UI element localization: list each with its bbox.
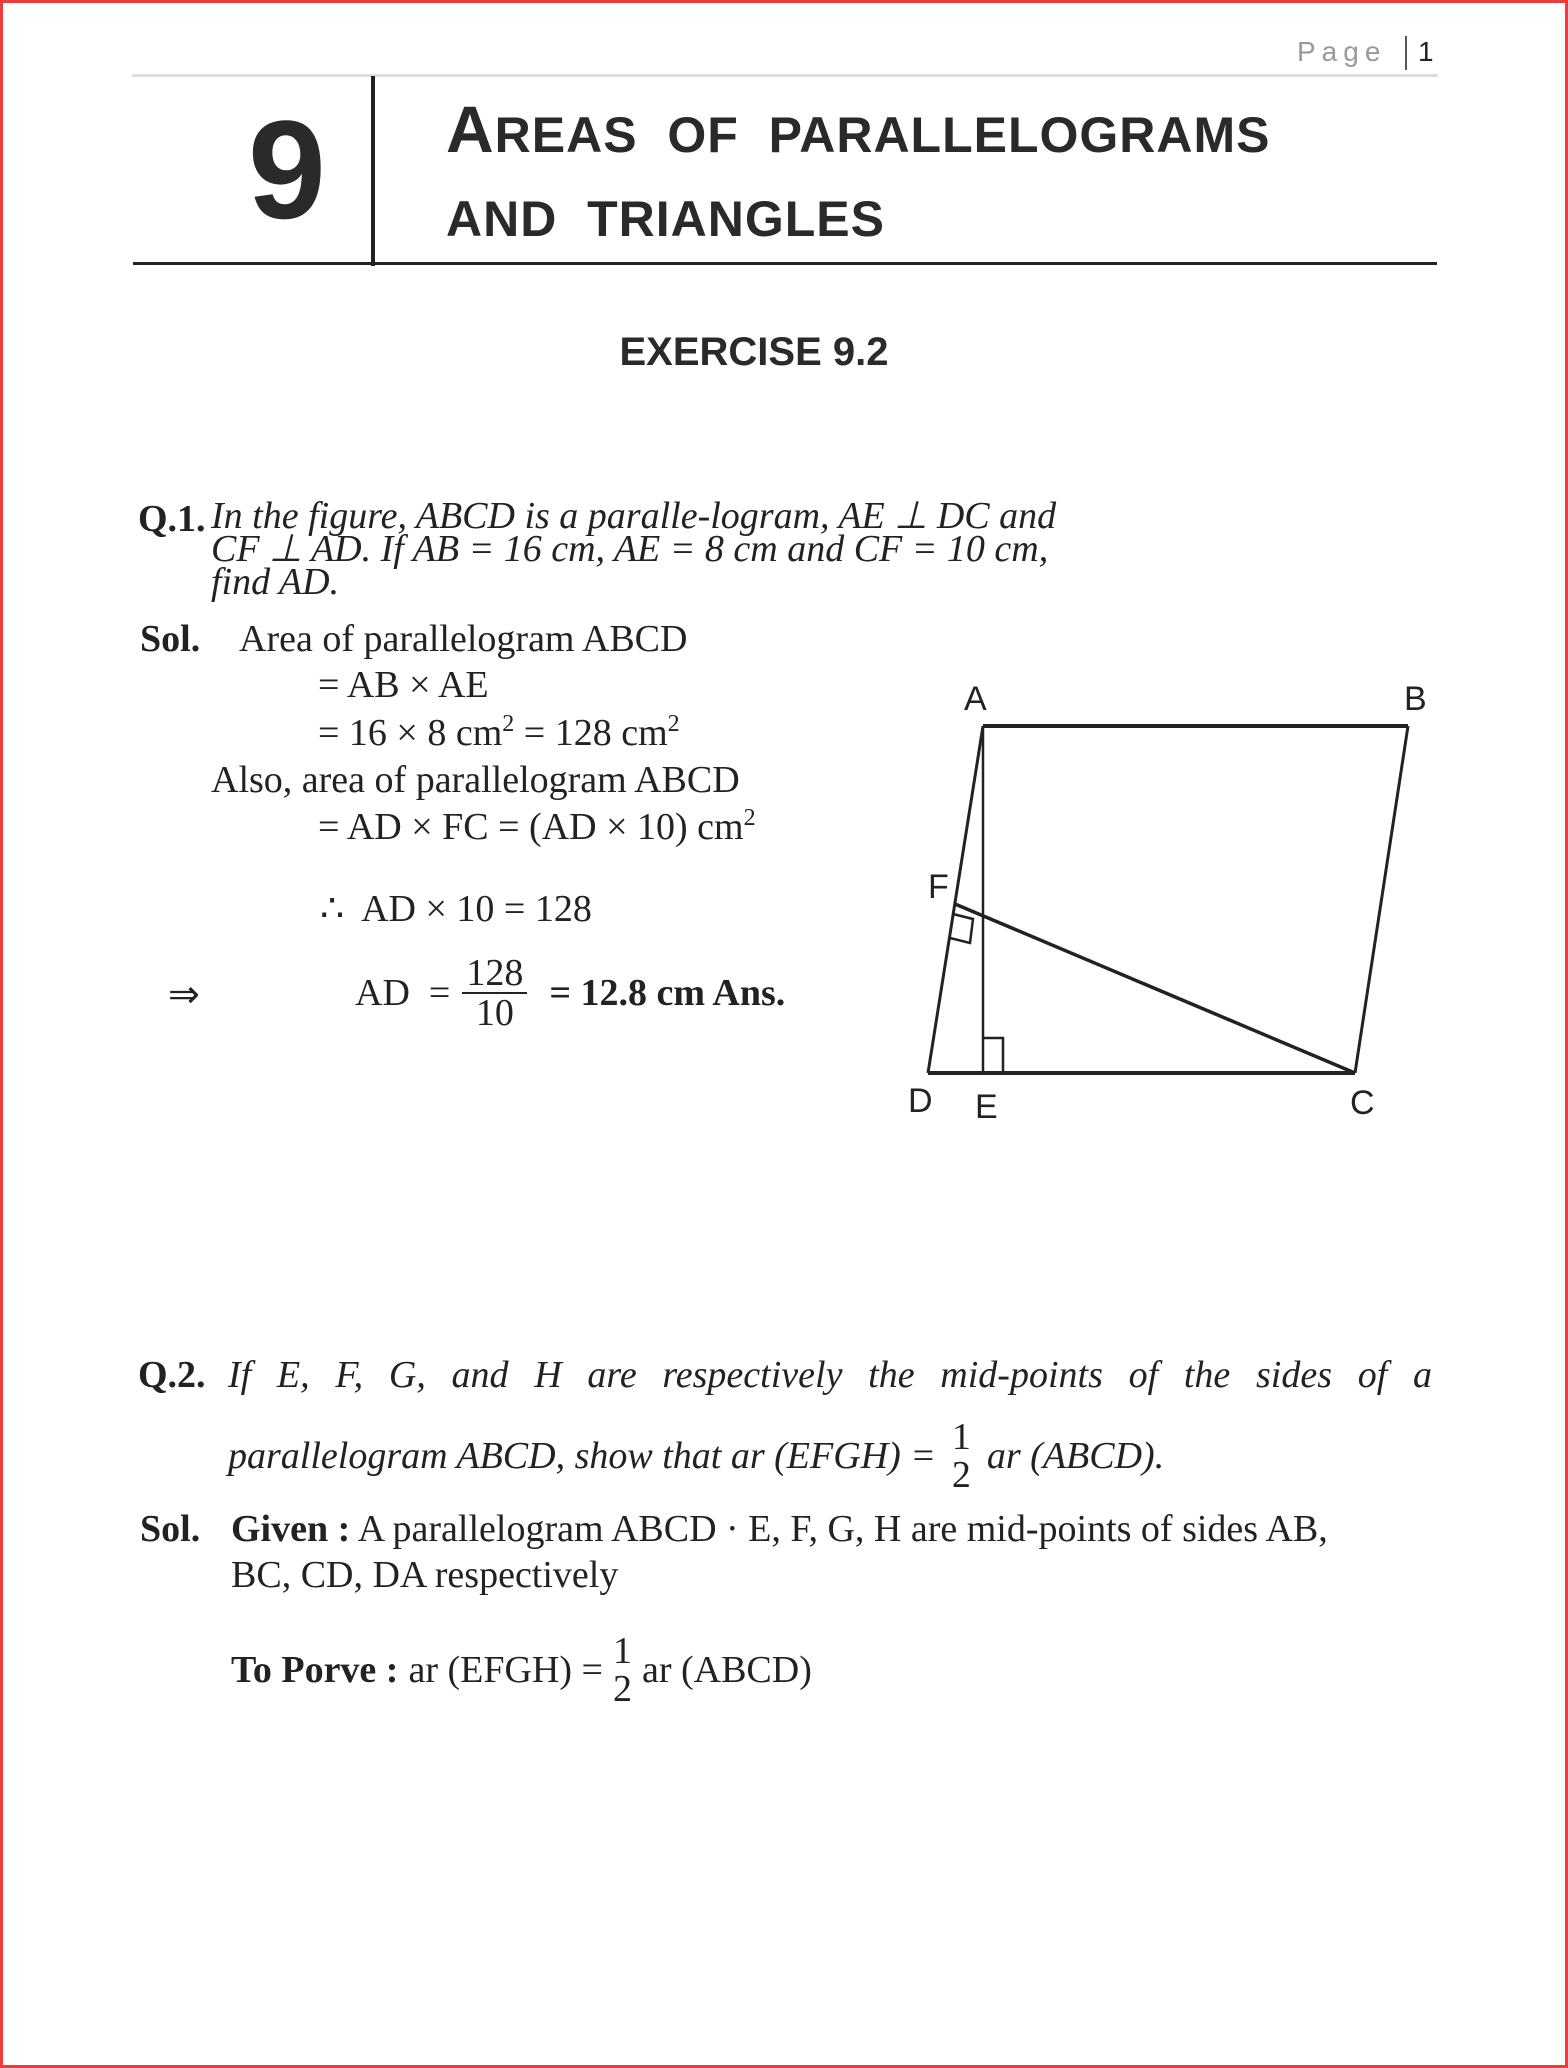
q1-line: CF ⊥ AD. If AB = 16 cm, AE = 8 cm and CF = 10 cm, <box>211 528 1049 570</box>
q2-text: parallelogram ABCD, show that ar (EFGH) = <box>228 1435 936 1477</box>
label-f: F <box>928 868 949 906</box>
q2-line2 <box>228 1418 1164 1494</box>
q1-label: Q.1. <box>138 498 206 540</box>
q1-line: find AD. <box>211 561 340 603</box>
label-a: A <box>964 680 987 718</box>
page-label: Page <box>1297 36 1387 67</box>
q2-line1: If E, F, G, and H are respectively the mid-points of the sides of a <box>228 1354 1432 1396</box>
side-bc <box>1355 726 1408 1073</box>
chapter-number: 9 <box>248 91 327 248</box>
superscript: 2 <box>743 805 756 831</box>
label-e: E <box>975 1088 998 1126</box>
to-prove-line <box>231 1632 812 1708</box>
sol-line: Area of parallelogram ABCD <box>239 618 688 660</box>
right-angle-e <box>984 1038 1003 1073</box>
q2-text: ar (ABCD). <box>986 1435 1165 1477</box>
page-number: 1 <box>1418 36 1434 67</box>
fraction-denominator: 2 <box>951 1454 971 1496</box>
title-initial: A <box>446 92 495 166</box>
sol-part: = AD × FC = (AD × 10) cm <box>318 806 744 848</box>
altitude-cf <box>955 904 1355 1073</box>
fraction-numerator: 128 <box>462 954 527 994</box>
q1-line: In the figure, ABCD is a paralle-logram, AE ⊥ DC and <box>211 495 1057 537</box>
q1-sol-label: Sol. <box>140 618 201 660</box>
q2-sol-label: Sol. <box>140 1508 201 1550</box>
label-d: D <box>908 1082 933 1120</box>
sol-line: = AB × AE <box>318 664 489 706</box>
q2-label: Q.2. <box>138 1354 206 1396</box>
superscript: 2 <box>667 711 680 737</box>
prove-text: ar (ABCD) <box>641 1649 812 1691</box>
sol-line: Also, area of parallelogram ABCD <box>211 759 740 801</box>
fraction-denominator: 10 <box>475 992 514 1034</box>
fraction-numerator: 1 <box>612 1630 632 1672</box>
label-b: B <box>1404 680 1427 718</box>
label-c: C <box>1350 1084 1375 1122</box>
given-text: A parallelogram ABCD · E, F, G, H are mid-points of sides AB, <box>357 1508 1328 1550</box>
sol-part: = 16 × 8 cm <box>318 712 503 754</box>
given-label: Given : <box>231 1508 351 1550</box>
prove-label: To Porve : <box>231 1649 399 1691</box>
given-line2: BC, CD, DA respectively <box>231 1554 619 1596</box>
superscript: 2 <box>502 711 515 737</box>
implies-symbol: ⇒ <box>168 974 200 1016</box>
fraction <box>613 1632 632 1708</box>
prove-text: ar (EFGH) = <box>408 1649 603 1691</box>
fraction-numerator: 1 <box>951 1416 971 1458</box>
fraction <box>952 1418 971 1494</box>
answer: = 12.8 cm Ans. <box>549 972 786 1014</box>
sol-part: = 128 cm <box>523 712 668 754</box>
title-rest: REAS OF PARALLELOGRAMS <box>494 107 1271 163</box>
given-line <box>231 1510 1328 1548</box>
chapter-title-line2: AND TRIANGLES <box>446 191 885 247</box>
exercise-title: EXERCISE 9.2 <box>619 330 889 374</box>
sol-line: ∴ AD × 10 = 128 <box>320 888 592 930</box>
fraction-denominator: 2 <box>612 1668 632 1710</box>
ad-label: AD = <box>355 972 451 1014</box>
